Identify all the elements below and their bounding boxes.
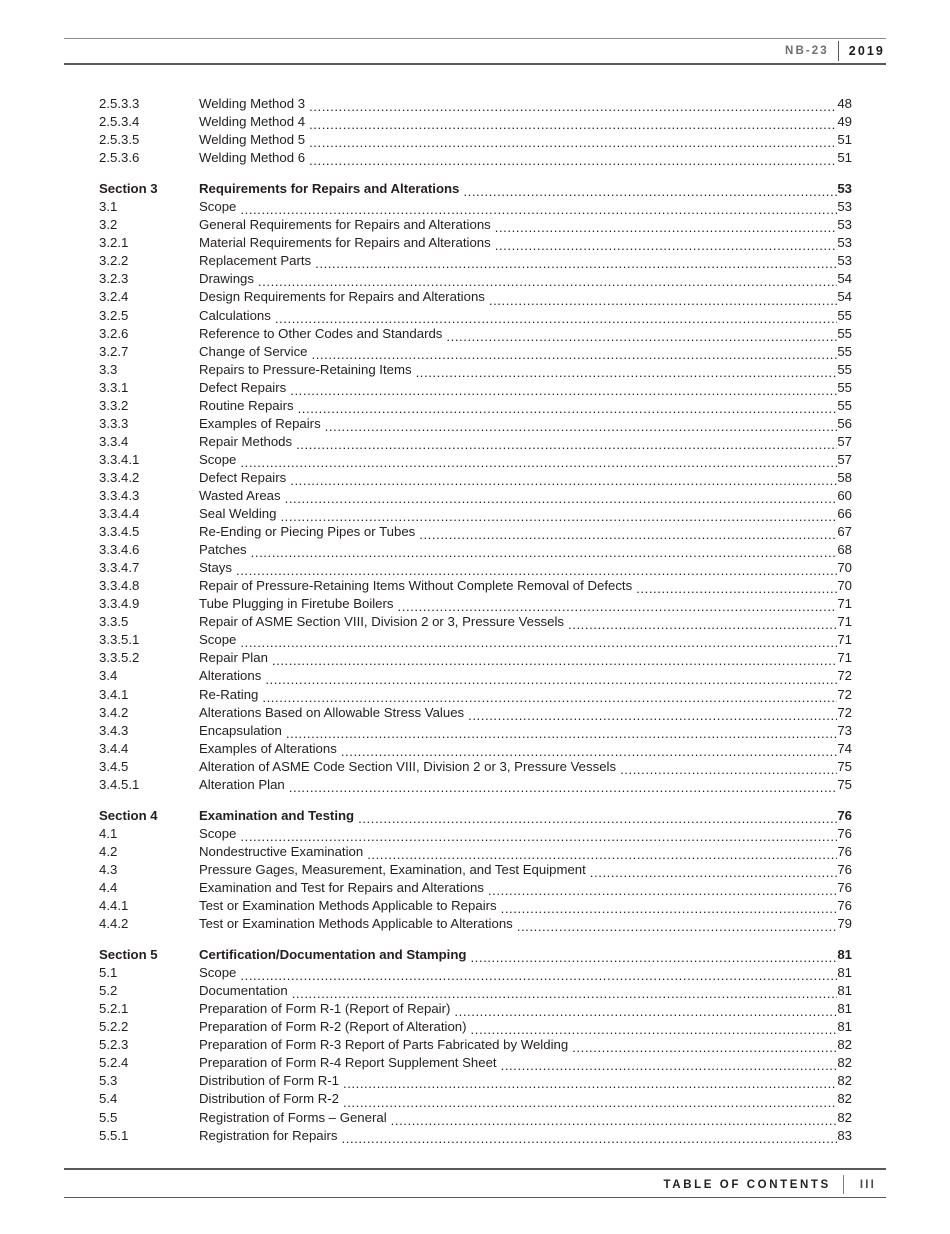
toc-entry-title: General Requirements for Repairs and Alterations <box>199 217 491 233</box>
toc-entry-number: 3.4.5 <box>99 758 129 774</box>
toc-dot-leader <box>240 203 837 216</box>
header-rule-bottom <box>64 63 886 65</box>
toc-dot-leader <box>325 420 838 433</box>
toc-dot-leader <box>343 1096 837 1109</box>
toc-entry-page: 72 <box>837 686 852 702</box>
toc-row[interactable] <box>99 596 852 614</box>
toc-row[interactable] <box>99 560 852 578</box>
toc-entry-title: Scope <box>199 965 237 981</box>
toc-entry-title: Documentation <box>199 983 288 999</box>
page-footer <box>64 1168 886 1202</box>
toc-row[interactable] <box>99 1073 852 1091</box>
toc-entry-page: 70 <box>837 560 852 576</box>
toc-entry-title: Examples of Alterations <box>199 740 337 756</box>
toc-dot-leader <box>265 673 837 686</box>
toc-row[interactable] <box>99 506 852 524</box>
toc-entry-page: 82 <box>837 1109 852 1125</box>
toc-entry-number: 3.4.2 <box>99 704 129 720</box>
toc-dot-leader <box>251 546 838 559</box>
toc-entry-number: 5.1 <box>99 965 118 981</box>
toc-row[interactable] <box>99 434 852 452</box>
toc-entry-title: Seal Welding <box>199 506 277 522</box>
toc-entry-title: Scope <box>199 451 237 467</box>
toc-dot-leader <box>620 763 837 776</box>
toc-entry-title: Examination and Test for Repairs and Alterations <box>199 879 484 895</box>
toc-row[interactable] <box>99 898 852 916</box>
toc-entry-number: 3.3 <box>99 361 118 377</box>
toc-entry-page: 57 <box>837 451 852 467</box>
toc-entry-title: Welding Method 3 <box>199 96 306 111</box>
toc-entry-number: 3.1 <box>99 199 118 215</box>
toc-entry-title: Distribution of Form R-2 <box>199 1091 339 1107</box>
toc-entry-number: 2.5.3.6 <box>99 150 140 166</box>
toc-row[interactable] <box>99 253 852 271</box>
toc-dot-leader <box>240 830 837 843</box>
toc-entry-page: 71 <box>837 614 852 630</box>
toc-entry-number: 3.3.4.9 <box>99 596 140 612</box>
toc-entry-title: Repair Methods <box>199 433 293 449</box>
toc-entry-title: Alteration of ASME Code Section VIII, Division 2 or 3, Pressure Vessels <box>199 758 617 774</box>
toc-dot-leader <box>286 727 837 740</box>
toc-entry-number: 5.5.1 <box>99 1127 129 1143</box>
toc-dot-leader <box>240 456 837 469</box>
toc-entry-number: 5.5 <box>99 1109 118 1125</box>
toc-dot-leader <box>636 582 837 595</box>
toc-section-row[interactable] <box>99 181 852 199</box>
toc-entry-page: 71 <box>837 650 852 666</box>
toc-row[interactable] <box>99 1128 852 1146</box>
footer-rule-top <box>64 1168 886 1170</box>
toc-entry-page: 72 <box>837 704 852 720</box>
toc-entry-number: 4.2 <box>99 843 118 859</box>
toc-entry-page: 55 <box>837 379 852 395</box>
toc-dot-leader <box>309 154 837 167</box>
toc-row[interactable] <box>99 96 852 114</box>
toc-entry-number: 3.3.4.5 <box>99 524 140 540</box>
toc-entry-page: 55 <box>837 361 852 377</box>
toc-entry-title: Repair of ASME Section VIII, Division 2 or 3, Pressure Vessels <box>199 614 565 630</box>
toc-dot-leader <box>275 312 837 325</box>
toc-entry-title: Re-Rating <box>199 686 259 702</box>
toc-entry-title: Defect Repairs <box>199 469 287 485</box>
toc-entry-title: Examination and Testing <box>199 807 355 823</box>
toc-row[interactable] <box>99 326 852 344</box>
toc-entry-page: 81 <box>837 947 852 963</box>
toc-dot-leader <box>501 1059 838 1072</box>
toc-entry-number: 3.4 <box>99 668 118 684</box>
toc-row[interactable] <box>99 1037 852 1055</box>
toc-entry-page: 51 <box>837 132 852 148</box>
toc-entry-number: 3.3.4.3 <box>99 487 140 503</box>
toc-entry-page: 81 <box>837 965 852 981</box>
toc-entry-title: Patches <box>199 542 247 558</box>
toc-entry-title: Repair Plan <box>199 650 268 666</box>
toc-entry-page: 55 <box>837 397 852 413</box>
toc-row[interactable] <box>99 578 852 596</box>
toc-dot-leader <box>468 709 837 722</box>
toc-entry-title: Preparation of Form R-3 Report of Parts Fabricated by Welding <box>199 1037 569 1053</box>
toc-entry-number: 3.3.2 <box>99 397 129 413</box>
toc-row[interactable] <box>99 614 852 632</box>
toc-dot-leader <box>471 1023 838 1036</box>
toc-dot-leader <box>568 618 837 631</box>
toc-entry-page: 55 <box>837 325 852 341</box>
toc-entry-number: 4.3 <box>99 861 118 877</box>
toc-entry-page: 53 <box>837 217 852 233</box>
toc-entry-number: 3.2.6 <box>99 325 129 341</box>
toc-entry-number: 5.3 <box>99 1073 118 1089</box>
toc-dot-leader <box>292 987 838 1000</box>
toc-dot-leader <box>367 848 837 861</box>
header-rule-top <box>64 38 886 39</box>
toc-dot-leader <box>446 330 837 343</box>
toc-entry-number: 2.5.3.3 <box>99 96 140 111</box>
toc-entry-number: Section 4 <box>99 807 158 823</box>
toc-entry-title: Registration for Repairs <box>199 1127 338 1143</box>
toc-dot-leader <box>236 564 837 577</box>
toc-row[interactable] <box>99 380 852 398</box>
toc-entry-page: 67 <box>837 524 852 540</box>
toc-entry-number: 2.5.3.5 <box>99 132 140 148</box>
toc-entry-number: 3.2.3 <box>99 271 129 287</box>
toc-entry-page: 54 <box>837 271 852 287</box>
toc-dot-leader <box>488 884 837 897</box>
toc-entry-number: 4.4.1 <box>99 898 129 914</box>
toc-entry-title: Scope <box>199 825 237 841</box>
toc-entry-page: 68 <box>837 542 852 558</box>
toc-row[interactable] <box>99 1110 852 1128</box>
toc-dot-leader <box>391 1114 838 1127</box>
footer-rule-bottom <box>64 1197 886 1198</box>
toc-dot-leader <box>289 781 838 794</box>
toc-entry-number: 2.5.3.4 <box>99 114 140 130</box>
toc-entry-number: 3.3.1 <box>99 379 129 395</box>
toc-entry-number: 5.4 <box>99 1091 118 1107</box>
toc-dot-leader <box>280 510 837 523</box>
toc-entry-number: 3.3.5.1 <box>99 632 140 648</box>
toc-row[interactable] <box>99 235 852 253</box>
toc-entry-page: 55 <box>837 307 852 323</box>
toc-row[interactable] <box>99 1019 852 1037</box>
toc-entry-title: Repairs to Pressure-Retaining Items <box>199 361 412 377</box>
toc-entry-number: 3.2.5 <box>99 307 129 323</box>
toc-dot-leader <box>398 600 838 613</box>
toc-entry-title: Defect Repairs <box>199 379 287 395</box>
toc-entry-title: Welding Method 4 <box>199 114 306 130</box>
toc-entry-number: 3.2.7 <box>99 343 129 359</box>
toc-dot-leader <box>272 654 837 667</box>
toc-row[interactable] <box>99 488 852 506</box>
toc-entry-page: 76 <box>837 843 852 859</box>
toc-row[interactable] <box>99 916 852 934</box>
footer-page-number: III <box>859 1178 876 1191</box>
toc-row[interactable] <box>99 650 852 668</box>
toc-entry-number: 3.3.4.8 <box>99 578 140 594</box>
toc-entry-page: 82 <box>837 1055 852 1071</box>
toc-row[interactable] <box>99 965 852 983</box>
toc-dot-leader <box>309 136 837 149</box>
toc-row[interactable] <box>99 362 852 380</box>
toc-row[interactable] <box>99 524 852 542</box>
toc-row[interactable] <box>99 687 852 705</box>
toc-section-row[interactable] <box>99 947 852 965</box>
toc-entry-title: Requirements for Repairs and Alterations <box>199 181 460 197</box>
toc-dot-leader <box>290 474 837 487</box>
toc-entry-title: Change of Service <box>199 343 308 359</box>
header-document-code: NB-23 <box>785 45 829 57</box>
toc-row[interactable] <box>99 344 852 362</box>
toc-entry-page: 81 <box>837 983 852 999</box>
toc-entry-page: 74 <box>837 740 852 756</box>
toc-row[interactable] <box>99 705 852 723</box>
toc-entry-page: 82 <box>837 1091 852 1107</box>
toc-entry-page: 83 <box>837 1127 852 1143</box>
toc-section-row[interactable] <box>99 808 852 826</box>
toc-row[interactable] <box>99 777 852 795</box>
toc-entry-page: 53 <box>837 181 852 197</box>
toc-entry-number: 3.2.1 <box>99 235 129 251</box>
toc-entry-page: 60 <box>837 487 852 503</box>
toc-dot-leader <box>309 100 837 113</box>
toc-entry-title: Scope <box>199 199 237 215</box>
toc-entry-title: Examples of Repairs <box>199 415 321 431</box>
toc-dot-leader <box>341 745 838 758</box>
toc-row[interactable] <box>99 452 852 470</box>
toc-row[interactable] <box>99 1055 852 1073</box>
toc-entry-page: 76 <box>837 807 852 823</box>
toc-entry-number: 3.2 <box>99 217 118 233</box>
toc-entry-number: 3.3.4.6 <box>99 542 140 558</box>
toc-dot-leader <box>590 866 838 879</box>
toc-entry-page: 72 <box>837 668 852 684</box>
toc-row[interactable] <box>99 1001 852 1019</box>
toc-entry-page: 56 <box>837 415 852 431</box>
header-content <box>785 41 886 61</box>
toc-entry-title: Design Requirements for Repairs and Alterations <box>199 289 485 305</box>
toc-entry-title: Distribution of Form R-1 <box>199 1073 339 1089</box>
toc-entry-page: 53 <box>837 199 852 215</box>
toc-row[interactable] <box>99 741 852 759</box>
toc-entry-number: 3.4.3 <box>99 722 129 738</box>
toc-entry-page: 53 <box>837 253 852 269</box>
toc-entry-page: 71 <box>837 632 852 648</box>
toc-row[interactable] <box>99 114 852 132</box>
toc-row[interactable] <box>99 880 852 898</box>
toc-entry-title: Preparation of Form R-4 Report Supplement Sheet <box>199 1055 497 1071</box>
toc-entry-title: Preparation of Form R-2 (Report of Alteration) <box>199 1019 467 1035</box>
toc-dot-leader <box>517 920 838 933</box>
toc-entry-number: 5.2.3 <box>99 1037 129 1053</box>
toc-dot-leader <box>298 402 838 415</box>
toc-dot-leader <box>416 366 838 379</box>
toc-row[interactable] <box>99 668 852 686</box>
toc-entry-page: 73 <box>837 722 852 738</box>
toc-dot-leader <box>240 969 837 982</box>
toc-row[interactable] <box>99 308 852 326</box>
toc-entry-number: 3.4.5.1 <box>99 776 140 792</box>
toc-entry-title: Test or Examination Methods Applicable to Repairs <box>199 898 497 914</box>
toc-row[interactable] <box>99 150 852 168</box>
toc-dot-leader <box>240 636 837 649</box>
toc-row[interactable] <box>99 983 852 1001</box>
toc-dot-leader <box>258 275 837 288</box>
toc-entry-title: Alterations <box>199 668 262 684</box>
toc-entry-number: 3.3.3 <box>99 415 129 431</box>
toc-row[interactable] <box>99 199 852 217</box>
toc-entry-number: 5.2.4 <box>99 1055 129 1071</box>
toc-entry-number: Section 5 <box>99 947 158 963</box>
toc-entry-title: Repair of Pressure-Retaining Items Without Complete Removal of Defects <box>199 578 633 594</box>
toc-row[interactable] <box>99 271 852 289</box>
toc-entry-page: 48 <box>837 96 852 111</box>
toc-entry-page: 82 <box>837 1073 852 1089</box>
toc-dot-leader <box>312 348 838 361</box>
toc-row[interactable] <box>99 862 852 880</box>
toc-entry-page: 75 <box>837 758 852 774</box>
toc-entry-title: Replacement Parts <box>199 253 312 269</box>
toc-entry-page: 53 <box>837 235 852 251</box>
toc-row[interactable] <box>99 1091 852 1109</box>
toc-dot-leader <box>572 1041 837 1054</box>
page-header <box>64 38 886 72</box>
toc-entry-page: 58 <box>837 469 852 485</box>
toc-entry-page: 81 <box>837 1019 852 1035</box>
toc-entry-number: 3.3.4.2 <box>99 469 140 485</box>
footer-label: TABLE OF CONTENTS <box>663 1178 831 1191</box>
toc-entry-page: 70 <box>837 578 852 594</box>
toc-dot-leader <box>262 691 837 704</box>
toc-dot-leader <box>358 812 837 825</box>
toc-entry-page: 82 <box>837 1037 852 1053</box>
toc-dot-leader <box>285 492 838 505</box>
toc-entry-page: 79 <box>837 916 852 932</box>
toc-dot-leader <box>315 257 837 270</box>
toc-entry-number: 3.2.2 <box>99 253 129 269</box>
toc-entry-title: Test or Examination Methods Applicable to Alterations <box>199 916 513 932</box>
toc-dot-leader <box>463 185 837 198</box>
toc-row[interactable] <box>99 398 852 416</box>
toc-dot-leader <box>454 1005 837 1018</box>
toc-entry-title: Scope <box>199 632 237 648</box>
toc-entry-number: 3.3.5.2 <box>99 650 140 666</box>
toc-entry-title: Registration of Forms – General <box>199 1109 387 1125</box>
toc-row[interactable] <box>99 416 852 434</box>
toc-dot-leader <box>495 239 838 252</box>
toc-entry-title: Re-Ending or Piecing Pipes or Tubes <box>199 524 416 540</box>
toc-entry-page: 49 <box>837 114 852 130</box>
toc-entry-title: Welding Method 6 <box>199 150 306 166</box>
header-year: 2019 <box>848 44 885 58</box>
toc-entry-title: Pressure Gages, Measurement, Examination, and Test Equipment <box>199 861 586 877</box>
toc-dot-leader <box>495 221 838 234</box>
toc-entry-number: 3.3.4.1 <box>99 451 140 467</box>
toc-row[interactable] <box>99 217 852 235</box>
toc-row[interactable] <box>99 132 852 150</box>
toc-entry-page: 55 <box>837 343 852 359</box>
toc-row[interactable] <box>99 289 852 307</box>
footer-content <box>664 1175 886 1194</box>
toc-row[interactable] <box>99 759 852 777</box>
toc-entry-number: 3.3.4 <box>99 433 129 449</box>
toc-entry-page: 66 <box>837 506 852 522</box>
toc-entry-page: 51 <box>837 150 852 166</box>
toc-entry-number: 5.2.1 <box>99 1001 129 1017</box>
toc-entry-number: 3.4.4 <box>99 740 129 756</box>
toc-entry-title: Tube Plugging in Firetube Boilers <box>199 596 394 612</box>
toc-entry-page: 76 <box>837 861 852 877</box>
toc-entry-title: Encapsulation <box>199 722 282 738</box>
toc-dot-leader <box>419 528 837 541</box>
toc-entry-page: 75 <box>837 776 852 792</box>
toc-entry-title: Nondestructive Examination <box>199 843 364 859</box>
toc-entry-title: Certification/Documentation and Stamping <box>199 947 467 963</box>
toc-entry-number: 4.4.2 <box>99 916 129 932</box>
toc-row[interactable] <box>99 632 852 650</box>
table-of-contents-list <box>99 96 852 1146</box>
toc-entry-page: 76 <box>837 898 852 914</box>
toc-entry-title: Calculations <box>199 307 271 323</box>
toc-entry-number: 5.2.2 <box>99 1019 129 1035</box>
toc-row[interactable] <box>99 542 852 560</box>
toc-dot-leader <box>309 118 837 131</box>
toc-entry-title: Routine Repairs <box>199 397 294 413</box>
toc-entry-number: 3.3.4.7 <box>99 560 140 576</box>
toc-entry-title: Wasted Areas <box>199 487 281 503</box>
toc-entry-number: Section 3 <box>99 181 158 197</box>
toc-entry-number: 5.2 <box>99 983 118 999</box>
toc-entry-page: 71 <box>837 596 852 612</box>
toc-entry-page: 76 <box>837 825 852 841</box>
toc-dot-leader <box>470 951 837 964</box>
toc-entry-title: Welding Method 5 <box>199 132 306 148</box>
toc-dot-leader <box>342 1132 838 1145</box>
toc-row[interactable] <box>99 826 852 844</box>
toc-dot-leader <box>501 902 838 915</box>
toc-entry-title: Material Requirements for Repairs and Alterations <box>199 235 491 251</box>
toc-entry-number: 4.4 <box>99 879 118 895</box>
toc-entry-title: Preparation of Form R-1 (Report of Repair) <box>199 1001 451 1017</box>
toc-dot-leader <box>489 294 837 307</box>
toc-dot-leader <box>296 438 837 451</box>
toc-entry-title: Drawings <box>199 271 254 287</box>
toc-row[interactable] <box>99 844 852 862</box>
toc-entry-number: 3.3.5 <box>99 614 129 630</box>
toc-row[interactable] <box>99 723 852 741</box>
toc-entry-title: Reference to Other Codes and Standards <box>199 325 443 341</box>
toc-entry-title: Stays <box>199 560 232 576</box>
toc-entry-page: 54 <box>837 289 852 305</box>
toc-entry-number: 3.4.1 <box>99 686 129 702</box>
toc-entry-page: 57 <box>837 433 852 449</box>
toc-entry-number: 3.3.4.4 <box>99 506 140 522</box>
toc-row[interactable] <box>99 470 852 488</box>
toc-entry-page: 81 <box>837 1001 852 1017</box>
toc-entry-page: 76 <box>837 879 852 895</box>
toc-entry-number: 3.2.4 <box>99 289 129 305</box>
toc-entry-title: Alteration Plan <box>199 776 285 792</box>
toc-dot-leader <box>290 384 837 397</box>
toc-entry-number: 4.1 <box>99 825 118 841</box>
toc-entry-title: Alterations Based on Allowable Stress Values <box>199 704 465 720</box>
toc-dot-leader <box>343 1077 837 1090</box>
